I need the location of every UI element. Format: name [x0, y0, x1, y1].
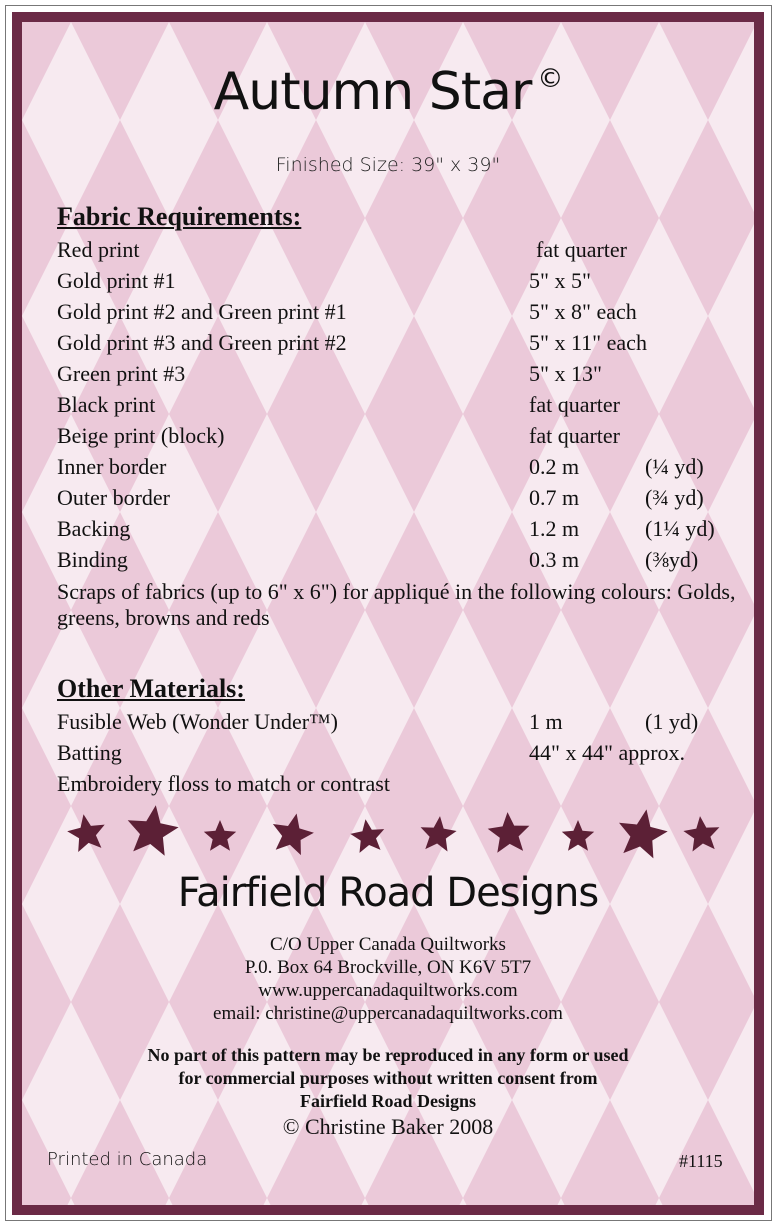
material-name: Backing [57, 516, 131, 541]
material-name: Batting [57, 740, 122, 765]
notice-line: No part of this pattern may be reproduced in any form or used [147, 1045, 629, 1065]
email-line: email: christine@uppercanadaquiltworks.com [213, 1003, 563, 1024]
printed-in-canada: Printed in Canada [47, 1149, 208, 1170]
website-line: www.uppercanadaquiltworks.com [258, 980, 518, 1001]
star-icon [683, 816, 719, 851]
material-quantity: 0.7 m [529, 485, 580, 510]
material-quantity: fat quarter [536, 237, 627, 262]
address-line: P.0. Box 64 Brockville, ON K6V 5T7 [244, 957, 532, 978]
material-quantity: 0.3 m [529, 547, 580, 572]
material-name: Binding [57, 547, 128, 572]
star-icon [562, 820, 594, 851]
scraps-note: Scraps of fabrics (up to 6" x 6") for appliqué in the following colours: Golds, greens, browns and reds [57, 579, 736, 630]
address-line: C/O Upper Canada Quiltworks [270, 934, 506, 955]
material-name: Gold print #2 and Green print #1 [57, 299, 347, 324]
pattern-title: Autumn Star © [213, 62, 563, 122]
material-quantity: 0.2 m [529, 454, 580, 479]
material-quantity: 44" x 44" approx. [529, 740, 686, 765]
material-quantity: fat quarter [529, 392, 620, 417]
material-imperial: (⅜yd) [645, 547, 699, 572]
material-quantity: 1.2 m [529, 516, 580, 541]
notice-line: for commercial purposes without written consent from [178, 1068, 598, 1088]
material-name: Green print #3 [57, 361, 186, 386]
material-name: Red print [57, 237, 140, 262]
material-quantity: 1 m [529, 709, 563, 734]
material-name: Fusible Web (Wonder Under™) [57, 709, 338, 734]
material-quantity: fat quarter [529, 423, 620, 448]
copyright-notice [22, 1044, 754, 1113]
pattern-number: #1115 [679, 1151, 723, 1171]
material-name: Black print [57, 392, 156, 417]
star-icon [488, 812, 530, 853]
material-name: Outer border [57, 485, 171, 510]
other-materials-heading: Other Materials: [57, 674, 245, 703]
title-copyright-mark: © [537, 64, 563, 94]
brand-name: Fairfield Road Designs [177, 870, 599, 916]
star-icon [67, 814, 105, 852]
material-quantity: 5" x 8" each [529, 299, 637, 324]
material-quantity: 5" x 5" [529, 268, 591, 293]
material-name: Inner border [57, 454, 167, 479]
star-icon [350, 819, 384, 853]
pattern-card [12, 12, 764, 1215]
material-quantity: 5" x 13" [529, 361, 602, 386]
material-name: Gold print #3 and Green print #2 [57, 330, 347, 355]
star-icon [273, 814, 314, 856]
material-name: Embroidery floss to match or contrast [57, 771, 390, 796]
star-icon [619, 809, 668, 858]
material-quantity: 5" x 11" each [529, 330, 647, 355]
star-icon [128, 805, 179, 856]
star-icon [204, 820, 236, 851]
copyright-line: © Christine Baker 2008 [282, 1114, 494, 1139]
material-imperial: (1¼ yd) [645, 516, 715, 541]
notice-line: Fairfield Road Designs [299, 1091, 476, 1111]
material-name: Gold print #1 [57, 268, 176, 293]
material-name: Beige print (block) [57, 423, 225, 448]
star-icon [421, 816, 457, 851]
material-imperial: (1 yd) [645, 709, 699, 734]
material-imperial: (¼ yd) [645, 454, 704, 479]
finished-size: Finished Size: 39" x 39" [275, 154, 501, 176]
material-imperial: (¾ yd) [645, 485, 704, 510]
star-border [22, 22, 754, 1205]
fabric-requirements-heading: Fabric Requirements: [57, 202, 302, 231]
